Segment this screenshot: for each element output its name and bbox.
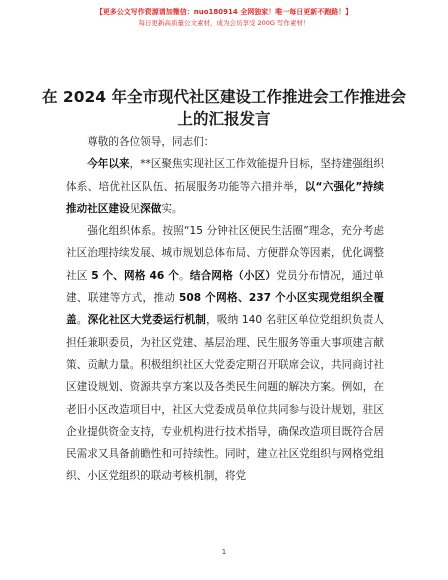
greeting: 尊敬的各位领导，同志们： <box>87 136 215 148</box>
intro-text-2: 见 <box>129 202 141 215</box>
paragraph-organization <box>66 220 384 488</box>
org-text-3: 党员分布情况，通过单建、联建等方式，推动 <box>66 269 385 305</box>
org-bold-2: 结合网格（小区） <box>189 269 277 282</box>
intro-bold: 以“六强化”持续推动社区建设 <box>66 180 384 215</box>
promo-banner: 【更多公文写作资源请加微信：nuo180914 全网独家！唯一每日更新不跑路！】 <box>95 8 353 16</box>
page-number: 1 <box>221 548 227 556</box>
document-body <box>66 131 384 488</box>
document-title: 在 2024 年全市现代社区建设工作推进会工作推进会上的汇报发言 <box>42 88 406 128</box>
org-text-5: ，吸纳 140 名驻区单位党组织负责人担任兼职委员，为社区党建、基层治理、民生服务等重大事项建言献策、贡献力量。积极组织社区大党委定期召开联席会议，共同商讨社区建设规划、资源共享方案以及各类民生问题的解决方案。例如，在老旧小区改造项目中，社区大党委成员单位共同参与设计规划，驻区企业提供资金支持，专业机构进行技术指导，确保改造项目既符合居民需求又具备前瞻性和可持续性。同时，建立社区党组织与网格党组织、小区党组织的联动考核机制，将党 <box>66 314 385 483</box>
intro-lead: 今年以来 <box>87 158 130 171</box>
org-text-4: 。 <box>76 314 88 327</box>
intro-text-3: 实。 <box>161 202 183 215</box>
org-bold-1: 5 个、网格 46 个 <box>91 269 179 282</box>
org-bold-4: 深化社区大党委运行机制 <box>87 314 207 327</box>
org-text-2: 。 <box>179 269 190 282</box>
promo-subline: 每日更新高质量公文素材，成为会员享受 200G 写作素材！ <box>138 19 310 27</box>
intro-bold-2: 深做 <box>140 202 162 215</box>
paragraph-intro <box>66 153 384 220</box>
org-text-1: 强化组织体系。按照“15 分钟社区便民生活圈”理念，充分考虑社区治理持续发展、城市规划总体布局、方便群众等因素，优化调整社区 <box>66 225 384 282</box>
intro-text: ，**区聚焦实现社区工作效能提升目标，坚持建强组织体系、培优社区队伍、拓展服务功能等六措并举， <box>66 158 385 193</box>
org-bold-3: 508 个网格、237 个小区实现党组织全覆盖 <box>66 292 384 327</box>
